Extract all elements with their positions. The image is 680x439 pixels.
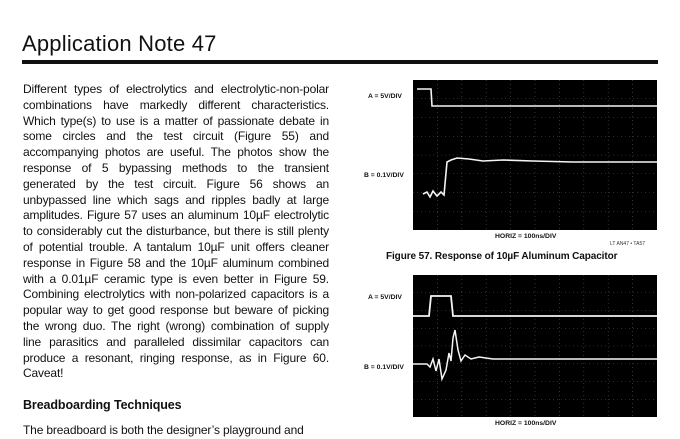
body-paragraph-2: The breadboard is both the designer’s playground and: [23, 423, 304, 437]
paragraph-text: Different types of electrolytics and electrolytic-non-polar combinations have markedly different characteristics. Which type(s) to use is a matter of passionate debate in some circles and the test circuit (Figure 55) and accompanying photos are useful. The photos show the response of 5 bypassing methods to the transient generated by the test circuit. Figure 56 shows an unbypassed line which sags and ripples badly at large amplitudes. Figure 57 uses an aluminum 10µF electrolytic to considerably cut the disturbance, but there is still plenty of potential trouble. A tantalum 10µF unit offers cleaner response in Figure 58 and the 10µF aluminum combined with a 0.01µF ceramic type is even better in Figure 59. Combining electrolytics with non-polarized capacitors is a popular way to get good response but beware of picking the wrong duo. The right (wrong) combination of supply line parasitics and paralleled dissimilar capacitors can produce a resonant, ringing response, as in Figure 60. Caveat!: [23, 82, 329, 381]
figure57-scope: [413, 80, 657, 230]
figure58-scope-display: [413, 275, 657, 417]
figure57-grid: [413, 80, 657, 230]
body-paragraph: [23, 82, 329, 382]
figure57-trace-a: [417, 89, 657, 106]
figure57-label-a: A = 5V/DIV: [368, 93, 402, 100]
section-heading: Breadboarding Techniques: [23, 398, 182, 412]
figure58-label-b: B = 0.1V/DIV: [364, 364, 404, 371]
page-title: Application Note 47: [22, 31, 217, 56]
figure58-label-a: A = 5V/DIV: [368, 294, 402, 301]
figure58-horiz: HORIZ = 100ns/DIV: [495, 420, 557, 427]
figure57-trace-b: [423, 158, 657, 197]
figure57-scope-display: [413, 80, 657, 230]
figure57-horiz: HORIZ = 100ns/DIV: [495, 233, 557, 240]
figure57-caption: Figure 57. Response of 10µF Aluminum Capacitor: [386, 251, 618, 262]
figure57-label-b: B = 0.1V/DIV: [364, 172, 404, 179]
figure57-tag: LT AN47 • TA57: [610, 241, 646, 247]
figure58-scope: [413, 275, 657, 417]
header-rule: [22, 60, 658, 64]
